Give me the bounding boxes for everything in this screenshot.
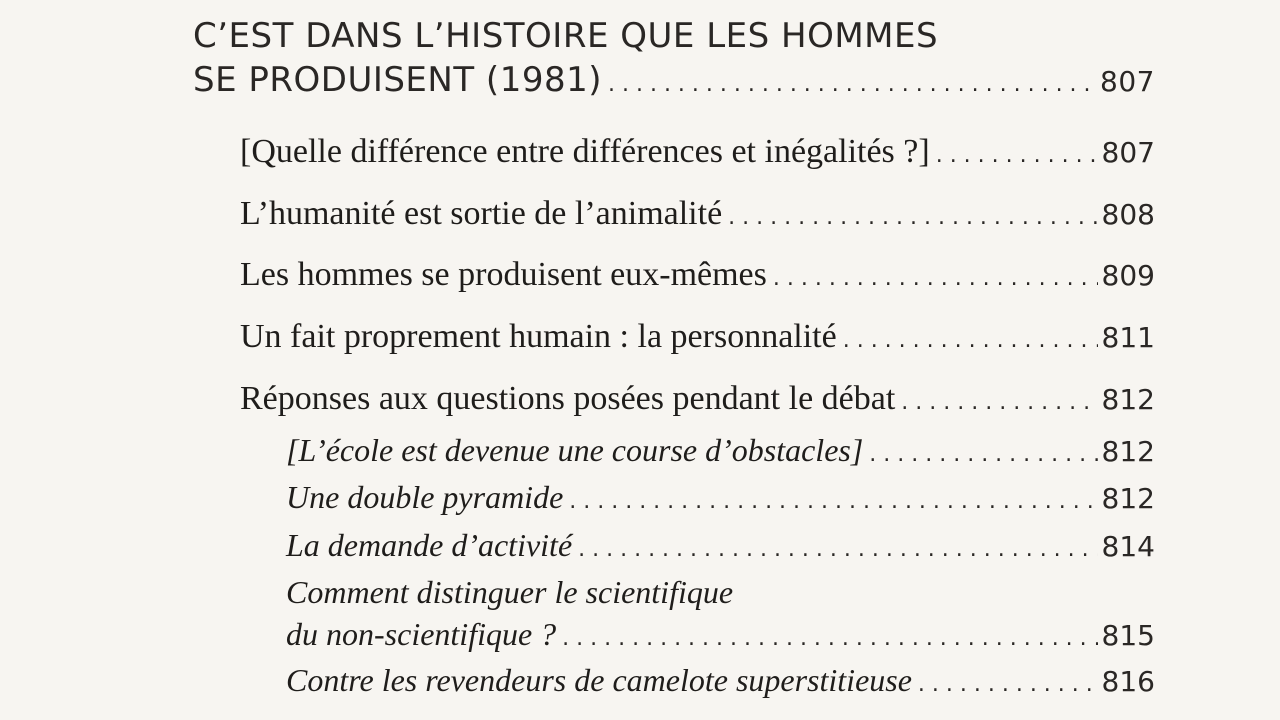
dot-leader [562, 626, 1097, 651]
section-heading-entry [193, 60, 1155, 100]
toc-subentry-page-number: 812 [1101, 435, 1155, 468]
toc-entry-title: L’humanité est sortie de l’animalité [240, 195, 723, 232]
toc-subentry-page-number: 814 [1101, 530, 1155, 563]
toc-entry [240, 195, 1155, 233]
toc-entry [240, 256, 1155, 294]
toc-subentry-title: [L’école est devenue une course d’obstacles] [286, 432, 864, 468]
toc-subentry-title: Une double pyramide [286, 479, 564, 515]
toc-entry-page-number: 809 [1101, 259, 1155, 292]
toc-entry-title: Réponses aux questions posées pendant le débat [240, 380, 896, 417]
toc-subentry-title-line1: Comment distinguer le scientifique [286, 574, 734, 610]
toc-subentry-title: du non-scientifique ? [286, 616, 557, 652]
dot-leader [773, 266, 1098, 291]
toc-subentry-title: Contre les revendeurs de camelote superstitieuse [286, 662, 912, 698]
dot-leader [728, 205, 1097, 230]
toc-entry-page-number: 808 [1101, 198, 1155, 231]
toc-entry [240, 318, 1155, 356]
toc-subentry [286, 616, 1155, 653]
dot-leader [901, 390, 1097, 415]
dot-leader [578, 537, 1097, 562]
toc-subentry [286, 662, 1155, 699]
toc-entry-page-number: 811 [1101, 321, 1155, 354]
toc-subentry [286, 527, 1155, 564]
dot-leader [843, 328, 1098, 353]
toc-entry-page-number: 812 [1101, 383, 1155, 416]
section-heading-line1: C’EST DANS L’HISTOIRE QUE LES HOMMES [193, 16, 939, 56]
toc-subentry-title: La demande d’activité [286, 527, 573, 563]
toc-entry-page-number: 807 [1101, 136, 1155, 169]
toc-entry [240, 380, 1155, 418]
toc-subentry [286, 432, 1155, 469]
toc-subentry-page-number: 816 [1101, 665, 1155, 698]
section-heading-page-number: 807 [1100, 65, 1155, 98]
toc-entry-title: Un fait proprement humain : la personnalité [240, 318, 837, 355]
dot-leader [936, 143, 1098, 168]
section-heading-line2: SE PRODUISENT (1981) [193, 60, 602, 100]
dot-leader [918, 672, 1098, 697]
dot-leader [869, 442, 1097, 467]
toc-subentry-page-number: 815 [1101, 619, 1155, 652]
dot-leader [569, 489, 1097, 514]
toc-subentry-page-number: 812 [1101, 482, 1155, 515]
toc-entry [240, 133, 1155, 171]
toc-entry-title: Les hommes se produisent eux-mêmes [240, 256, 767, 293]
toc-entry-title: [Quelle différence entre différences et inégalités ?] [240, 133, 930, 170]
toc-subentry [286, 479, 1155, 516]
dot-leader [608, 72, 1096, 97]
